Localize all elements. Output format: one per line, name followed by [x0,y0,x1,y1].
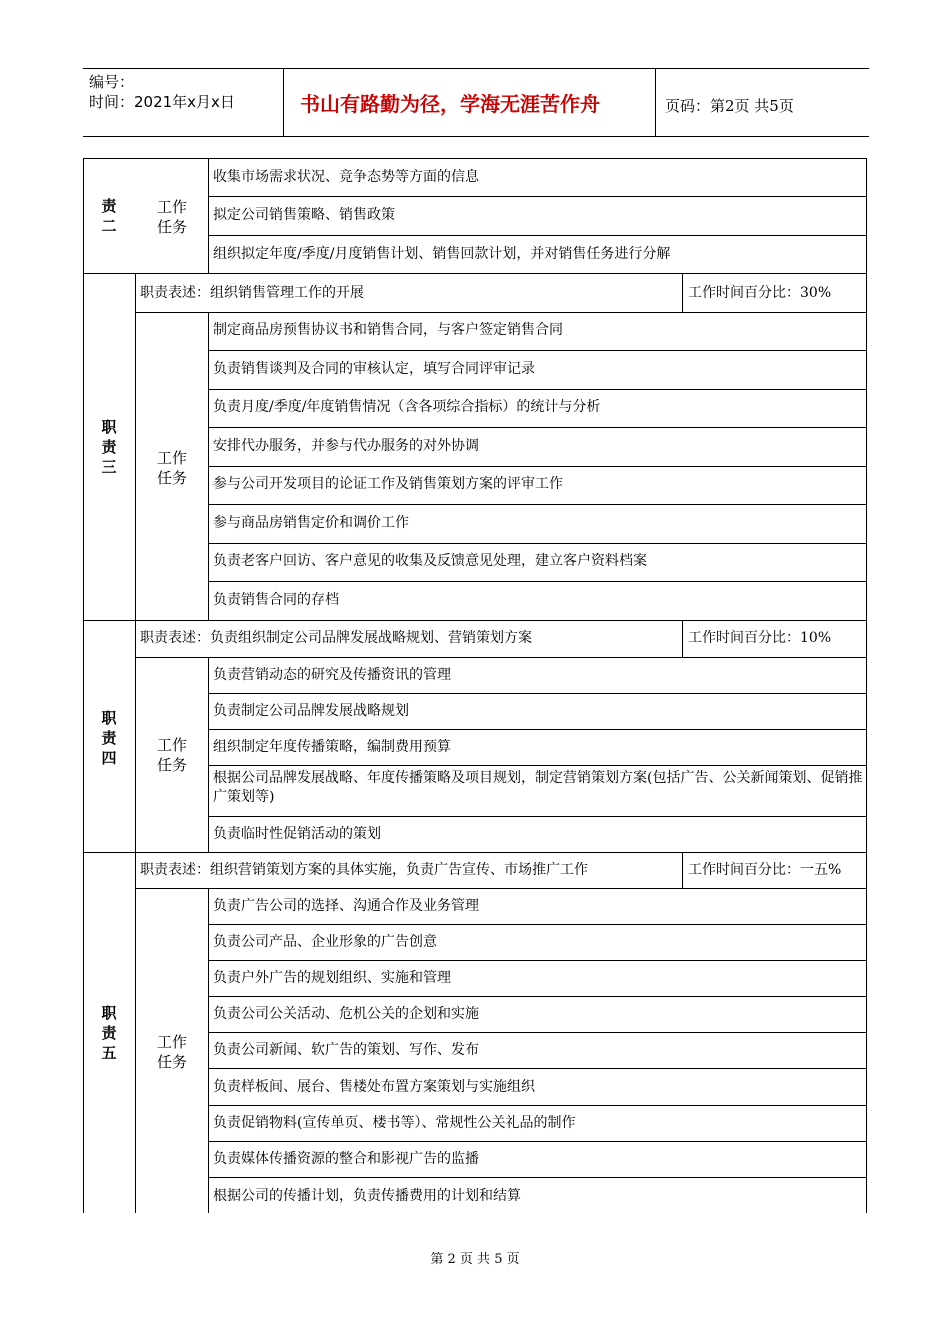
task-item: 负责媒体传播资源的整合和影视广告的监播 [213,1151,479,1167]
table-border-left [83,158,84,1213]
task-item: 安排代办服务，并参与代办服务的对外协调 [213,438,479,454]
task-row-line [208,466,866,467]
header-top-rule [83,68,869,69]
duty-statement: 职责表述：负责组织制定公司品牌发展战略规划、营销策划方案 [140,630,532,646]
task-row-line [208,235,866,236]
page-footer: 第 2 页 共 5 页 [430,1252,520,1267]
task-row-line [208,1032,866,1033]
task-row-line [208,1141,866,1142]
task-row-line [208,196,866,197]
task-item: 参与公司开发项目的论证工作及销售策划方案的评审工作 [213,476,563,492]
table-border-top [83,158,866,159]
page-info: 页码：第2页 共5页 [665,97,794,115]
doc-date: 时间：2021年x月x日 [89,93,235,111]
section-divider [83,852,866,853]
doc-number: 编号： [89,73,135,91]
task-row-line [208,389,866,390]
task-item: 负责促销物料(宣传单页、楼书等）、常规性公关礼品的制作 [213,1115,576,1131]
task-item: 负责老客户回访、客户意见的收集及反馈意见处理，建立客户资料档案 [213,553,647,569]
task-row-line [208,427,866,428]
task-item: 负责户外广告的规划组织、实施和管理 [213,970,451,986]
task-item: 组织拟定年度/季度/月度销售计划、销售回款计划，并对销售任务进行分解 [213,246,671,262]
task-row-line [208,924,866,925]
time-pct-divider [682,852,683,888]
duty-statement: 职责表述：组织销售管理工作的开展 [140,285,364,301]
task-label: 工作 任务 [156,1033,187,1071]
label-column-edge [135,273,136,1213]
task-item: 参与商品房销售定价和调价工作 [213,515,409,531]
task-row-line [208,543,866,544]
task-column-edge [208,657,209,852]
header-bottom-rule [83,136,869,137]
task-row-line [208,504,866,505]
task-row-line [208,729,866,730]
task-label: 工作 任务 [156,198,187,236]
duty-label: 职 责 五 [101,1004,117,1062]
task-column-edge [208,158,209,273]
task-item: 组织制定年度传播策略，编制费用预算 [213,739,451,755]
time-percentage: 工作时间百分比：30% [688,285,832,301]
task-item: 负责公司新闻、软广告的策划、写作、发布 [213,1042,479,1058]
duty-label: 职 责 四 [101,709,117,767]
time-pct-divider [682,620,683,657]
task-row-line [208,996,866,997]
task-item: 负责销售谈判及合同的审核认定，填写合同评审记录 [213,361,535,377]
duty-statement: 职责表述：组织营销策划方案的具体实施，负责广告宣传、市场推广工作 [140,862,588,878]
header-divider [655,68,656,136]
task-row-line [208,693,866,694]
task-row-line [208,1177,866,1178]
section-divider [83,273,866,274]
time-percentage: 工作时间百分比：一五% [688,862,842,878]
task-row-line [208,350,866,351]
task-item: 收集市场需求状况、竞争态势等方面的信息 [213,169,479,185]
statement-row-bottom [135,888,866,889]
task-item: 负责月度/季度/年度销售情况（含各项综合指标）的统计与分析 [213,399,601,415]
task-row-line [208,581,866,582]
task-item: 负责广告公司的选择、沟通合作及业务管理 [213,898,479,914]
header-divider [283,68,284,136]
statement-row-bottom [135,312,866,313]
task-item: 负责临时性促销活动的策划 [213,826,381,842]
time-pct-divider [682,273,683,312]
task-item: 负责公司产品、企业形象的广告创意 [213,934,437,950]
task-item: 制定商品房预售协议书和销售合同，与客户签定销售合同 [213,322,563,338]
task-item: 根据公司的传播计划，负责传播费用的计划和结算 [213,1188,521,1204]
task-column-edge [208,888,209,1213]
task-row-line [208,1068,866,1069]
table-border-right [866,158,867,1213]
time-percentage: 工作时间百分比：10% [688,630,832,646]
task-row-line [208,960,866,961]
task-item: 负责样板间、展台、售楼处布置方案策划与实施组织 [213,1079,535,1095]
duty-label: 责 二 [101,197,117,235]
task-row-line [208,816,866,817]
task-label: 工作 任务 [156,736,187,774]
task-row-line [208,765,866,766]
task-item: 拟定公司销售策略、销售政策 [213,207,395,223]
statement-row-bottom [135,657,866,658]
task-item: 负责营销动态的研究及传播资讯的管理 [213,667,451,683]
task-item: 根据公司品牌发展战略、年度传播策略及项目规划，制定营销策划方案(包括广告、公关新闻策划、促销推广策划等) [213,770,863,805]
task-row-line [208,1105,866,1106]
task-item: 负责制定公司品牌发展战略规划 [213,703,409,719]
duty-label: 职 责 三 [101,418,117,476]
task-item: 负责公司公关活动、危机公关的企划和实施 [213,1006,479,1022]
motto: 书山有路勤为径，学海无涯苦作舟 [300,92,600,116]
task-label: 工作 任务 [156,449,187,487]
section-divider [83,620,866,621]
task-item: 负责销售合同的存档 [213,592,339,608]
